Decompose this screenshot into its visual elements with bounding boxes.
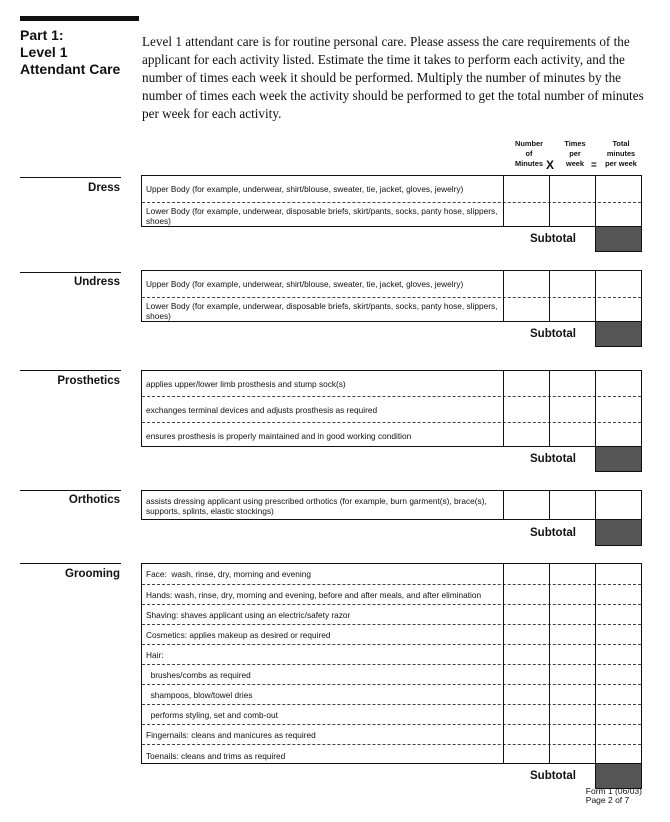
times-per-week-input-cell[interactable] (550, 605, 596, 625)
table-row (142, 704, 641, 725)
column-divider (595, 176, 596, 226)
table-row (142, 624, 641, 645)
column-divider (503, 271, 504, 321)
times-per-week-input-cell[interactable] (550, 371, 596, 396)
activity-table-dress (141, 175, 642, 227)
column-divider (549, 371, 550, 446)
activity-description: Shaving: shaves applicant using an electric/safety razor (146, 610, 351, 620)
subtotal-label-undress: Subtotal (530, 328, 576, 340)
table-row (142, 176, 641, 202)
minutes-input-cell[interactable] (504, 371, 550, 396)
section-label-grooming: Grooming (65, 568, 120, 580)
activity-description: applies upper/lower limb prosthesis and stump sock(s) (146, 378, 346, 389)
section-label-undress: Undress (73, 276, 120, 288)
column-divider (595, 564, 596, 763)
total-minutes-input-cell[interactable] (596, 176, 642, 202)
activity-description: exchanges terminal devices and adjusts prosthesis as required (146, 405, 378, 415)
column-header-minutes: Number of Minutes (515, 139, 543, 168)
subtotal-label-orthotics: Subtotal (530, 527, 576, 539)
minutes-input-cell[interactable] (504, 176, 550, 202)
minutes-input-cell[interactable] (504, 605, 550, 625)
times-per-week-input-cell[interactable] (550, 705, 596, 725)
part-title: Part 1: Level 1 Attendant Care (20, 27, 121, 77)
times-per-week-input-cell[interactable] (550, 298, 596, 324)
total-minutes-input-cell[interactable] (596, 685, 642, 705)
activity-table-prosthetics (141, 370, 642, 447)
table-row (142, 202, 641, 229)
column-header-times: Times per week (564, 139, 586, 168)
total-minutes-input-cell[interactable] (596, 725, 642, 745)
total-minutes-input-cell[interactable] (596, 271, 642, 297)
minutes-input-cell[interactable] (504, 298, 550, 324)
activity-description: shampoos, blow/towel dries (146, 690, 253, 700)
total-minutes-input-cell[interactable] (596, 371, 642, 396)
table-row (142, 724, 641, 745)
times-per-week-input-cell[interactable] (550, 203, 596, 229)
total-minutes-input-cell[interactable] (596, 645, 642, 665)
column-divider (595, 371, 596, 446)
times-per-week-input-cell[interactable] (550, 176, 596, 202)
times-per-week-input-cell[interactable] (550, 725, 596, 745)
minutes-input-cell[interactable] (504, 423, 550, 449)
minutes-input-cell[interactable] (504, 271, 550, 297)
activity-description: Toenails: cleans and trims as required (146, 750, 286, 761)
table-row (142, 604, 641, 625)
table-row (142, 644, 641, 665)
total-minutes-input-cell[interactable] (596, 564, 642, 584)
table-row (142, 664, 641, 685)
minutes-input-cell[interactable] (504, 645, 550, 665)
section-rule-prosthetics (20, 370, 121, 371)
subtotal-box-dress[interactable] (595, 226, 642, 252)
total-minutes-input-cell[interactable] (596, 665, 642, 685)
table-row (142, 297, 641, 324)
section-label-dress: Dress (88, 182, 120, 194)
activity-description: brushes/combs as required (146, 670, 251, 680)
column-divider (595, 271, 596, 321)
subtotal-label-prosthetics: Subtotal (530, 453, 576, 465)
minutes-input-cell[interactable] (504, 745, 550, 766)
activity-description: Cosmetics: applies makeup as desired or required (146, 630, 331, 640)
minutes-input-cell[interactable] (504, 203, 550, 229)
times-per-week-input-cell[interactable] (550, 564, 596, 584)
column-divider (503, 371, 504, 446)
column-divider (549, 564, 550, 763)
total-minutes-input-cell[interactable] (596, 491, 642, 521)
column-divider (549, 271, 550, 321)
column-divider (549, 176, 550, 226)
table-row (142, 744, 641, 766)
equals-sign: = (591, 160, 597, 171)
footer (586, 787, 642, 805)
activity-description: assists dressing applicant using prescribed orthotics (for example, burn garment(s), brace(s), supports, splints, elastic stockings) (146, 496, 490, 516)
intro-paragraph: Level 1 attendant care is for routine personal care. Please assess the care requirements of the applicant for each activity listed. Estimate the time it takes to perform each activity, and the number of times each week it should be performed. Multiply the number of minutes by the number of times each week the activity should be performed to get the total number of minutes per week for each activity. (142, 34, 644, 121)
minutes-input-cell[interactable] (504, 564, 550, 584)
minutes-input-cell[interactable] (504, 625, 550, 645)
times-per-week-input-cell[interactable] (550, 665, 596, 685)
subtotal-box-prosthetics[interactable] (595, 446, 642, 472)
activity-description: performs styling, set and comb-out (146, 710, 278, 720)
column-divider (503, 491, 504, 519)
times-per-week-input-cell[interactable] (550, 397, 596, 423)
times-per-week-input-cell[interactable] (550, 745, 596, 766)
activity-description: Hands: wash, rinse, dry, morning and evening, before and after meals, and after elimination (146, 590, 482, 600)
times-per-week-input-cell[interactable] (550, 271, 596, 297)
section-label-orthotics: Orthotics (68, 494, 120, 506)
times-per-week-input-cell[interactable] (550, 423, 596, 449)
column-divider (595, 491, 596, 519)
page-number: Page 2 of 7 (585, 795, 630, 805)
form-number: Form 1 (06/03) (585, 786, 642, 796)
activity-description: Upper Body (for example, underwear, shirt/blouse, sweater, tie, jacket, gloves, jewelry) (146, 184, 464, 194)
activity-description: Upper Body (for example, underwear, shirt/blouse, sweater, tie, jacket, gloves, jewelry) (146, 279, 464, 289)
activity-table-grooming (141, 563, 642, 764)
minutes-input-cell[interactable] (504, 585, 550, 605)
minutes-input-cell[interactable] (504, 665, 550, 685)
total-minutes-input-cell[interactable] (596, 397, 642, 423)
multiply-sign: X (546, 158, 555, 172)
column-header-total: Total minutes per week (605, 139, 637, 168)
total-minutes-input-cell[interactable] (596, 585, 642, 605)
section-rule-orthotics (20, 490, 121, 491)
times-per-week-input-cell[interactable] (550, 685, 596, 705)
times-per-week-input-cell[interactable] (550, 645, 596, 665)
minutes-input-cell[interactable] (504, 397, 550, 423)
subtotal-label-grooming: Subtotal (530, 770, 576, 782)
times-per-week-input-cell[interactable] (550, 491, 596, 521)
section-rule-grooming (20, 563, 121, 564)
minutes-input-cell[interactable] (504, 705, 550, 725)
activity-description: Fingernails: cleans and manicures as required (146, 730, 316, 740)
activity-table-orthotics (141, 490, 642, 520)
column-divider (549, 491, 550, 519)
activity-description: ensures prosthesis is properly maintained and in good working condition (146, 431, 412, 441)
minutes-input-cell[interactable] (504, 685, 550, 705)
table-row (142, 271, 641, 297)
subtotal-label-dress: Subtotal (530, 233, 576, 245)
table-row (142, 422, 641, 449)
subtotal-box-orthotics[interactable] (595, 519, 642, 546)
activity-description: Hair: (146, 650, 164, 660)
total-minutes-input-cell[interactable] (596, 625, 642, 645)
subtotal-box-undress[interactable] (595, 321, 642, 347)
section-label-prosthetics: Prosthetics (57, 375, 120, 387)
total-minutes-input-cell[interactable] (596, 605, 642, 625)
minutes-input-cell[interactable] (504, 725, 550, 745)
activity-description: Face: wash, rinse, dry, morning and evening (146, 569, 311, 579)
header-rule (20, 16, 139, 21)
total-minutes-input-cell[interactable] (596, 705, 642, 725)
table-row (142, 371, 641, 396)
section-rule-dress (20, 177, 121, 178)
activity-table-undress (141, 270, 642, 322)
table-row (142, 491, 641, 521)
times-per-week-input-cell[interactable] (550, 585, 596, 605)
times-per-week-input-cell[interactable] (550, 625, 596, 645)
column-divider (503, 564, 504, 763)
activity-description: Lower Body (for example, underwear, disposable briefs, skirt/pants, socks, panty hose, slippers, shoes) (146, 206, 500, 226)
table-row (142, 396, 641, 423)
table-row (142, 564, 641, 584)
table-row (142, 684, 641, 705)
section-rule-undress (20, 272, 121, 273)
activity-description: Lower Body (for example, underwear, disposable briefs, skirt/pants, socks, panty hose, slippers, shoes) (146, 301, 500, 321)
column-divider (503, 176, 504, 226)
table-row (142, 584, 641, 605)
minutes-input-cell[interactable] (504, 491, 550, 521)
